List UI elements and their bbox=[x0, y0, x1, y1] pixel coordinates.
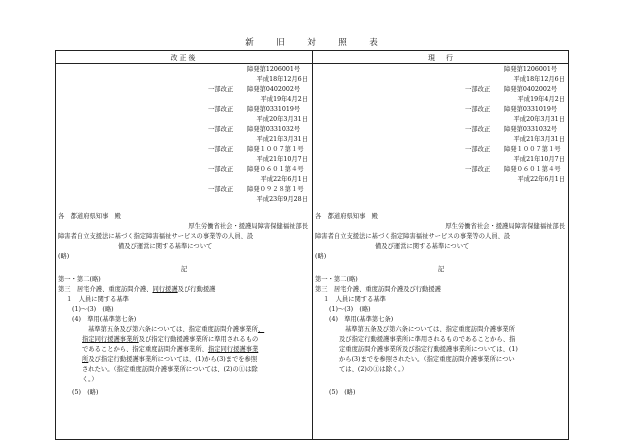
revised-ki: 記 bbox=[180, 266, 188, 273]
current-notice-date-text-5: 平成22年6月1日 bbox=[517, 176, 565, 183]
revised-item1-sub: (1)～(3) (略) bbox=[72, 306, 114, 313]
revised-body-line5: されたい。（指定重度訪問介護事業所については、(2)の①は除 bbox=[82, 366, 258, 373]
current-ki: 記 bbox=[437, 266, 445, 273]
current-notice-label-4: 一部改正 bbox=[465, 146, 491, 153]
current-notice-label-5: 一部改正 bbox=[465, 166, 491, 173]
current-notice-date-text-2: 平成20年3月31日 bbox=[513, 116, 565, 123]
revised-notice-num-3: 障発第0331032号 bbox=[247, 126, 301, 133]
current-notice-num-0: 障発第1206001号 bbox=[504, 66, 558, 73]
revised-notice-number-2 bbox=[58, 105, 310, 115]
revised-body-line4: 所及び指定行動援護事業所については、(1)から(3)までを参照 bbox=[82, 356, 258, 363]
current-notice-label-1: 一部改正 bbox=[465, 86, 491, 93]
revised-body-line6: く。） bbox=[82, 376, 98, 383]
current-column bbox=[315, 65, 567, 398]
current-item1: １ 人員に関する基準 bbox=[323, 296, 386, 303]
revised-notice-label-2: 一部改正 bbox=[208, 106, 234, 113]
current-notice-num-1: 障発第0402002号 bbox=[504, 86, 558, 93]
revised-column-header: 改正後 bbox=[170, 54, 198, 62]
current-subject-line1: 障害者自立支援法に基づく指定障害福祉サービスの事業等の人員、設 bbox=[315, 233, 511, 240]
revised-notice-date-2 bbox=[58, 115, 310, 125]
current-notice-num-5: 障発０６０１第４号 bbox=[504, 166, 561, 173]
current-notice-date-2 bbox=[315, 115, 567, 125]
revised-item1: １ 人員に関する基準 bbox=[66, 296, 129, 303]
revised-notice-number-6 bbox=[58, 185, 310, 195]
revised-notice-num-1: 障発第0402002号 bbox=[247, 86, 301, 93]
revised-notice-date-6 bbox=[58, 195, 310, 205]
revised-section12: 第一・第二(略) bbox=[58, 276, 101, 283]
current-section3: 第三 居宅介護、重度訪問介護及び行動援護 bbox=[315, 286, 441, 293]
current-omit: (略) bbox=[315, 253, 327, 260]
revised-notice-num-4: 障発１００７第１号 bbox=[247, 146, 304, 153]
revised-notice-date-text-5: 平成22年6月1日 bbox=[260, 176, 308, 183]
revised-notice-date-text-2: 平成20年3月31日 bbox=[256, 116, 308, 123]
revised-notice-num-2: 障発第0331019号 bbox=[247, 106, 301, 113]
column-divider bbox=[312, 51, 313, 439]
revised-section3: 第三 居宅介護、重度訪問介護、同行援護及び行動援護 bbox=[58, 286, 216, 293]
current-notice-date-4 bbox=[315, 155, 567, 165]
page-title: 新 旧 対 照 表 bbox=[245, 38, 385, 48]
current-notice-date-5 bbox=[315, 175, 567, 185]
revised-notice-date-text-1: 平成19年4月2日 bbox=[260, 96, 308, 103]
current-notice-number-4 bbox=[315, 145, 567, 155]
revised-addressee: 各 都道府県知事 殿 bbox=[58, 213, 121, 220]
revised-notice-date-text-0: 平成18年12月6日 bbox=[256, 76, 308, 83]
current-body-line3: 定重度訪問介護事業所及び指定行動援護事業所については、(1) bbox=[339, 346, 518, 353]
revised-column bbox=[58, 65, 310, 398]
comparison-table bbox=[55, 50, 569, 440]
revised-subject-line1: 障害者自立支援法に基づく指定障害福祉サービスの事業等の人員、設 bbox=[58, 233, 254, 240]
current-body-line1: 基準第五条及び第六条については、指定重度訪問介護事業所 bbox=[345, 326, 515, 333]
revised-notice-date-0 bbox=[58, 75, 310, 85]
revised-notice-block bbox=[58, 65, 310, 215]
current-notice-date-text-0: 平成18年12月6日 bbox=[513, 76, 565, 83]
revised-notice-label-5: 一部改正 bbox=[208, 166, 234, 173]
revised-notice-date-5 bbox=[58, 175, 310, 185]
current-body-line5: ては、(2)の①は除く。） bbox=[339, 366, 408, 373]
revised-notice-num-0: 障発第1206001号 bbox=[247, 66, 301, 73]
current-sender: 厚生労働省社会・援護局障害保健福祉部長 bbox=[445, 223, 565, 230]
revised-notice-number-1 bbox=[58, 85, 310, 95]
current-notice-date-3 bbox=[315, 135, 567, 145]
current-notice-date-text-4: 平成21年10月7日 bbox=[513, 156, 565, 163]
revised-notice-number-4 bbox=[58, 145, 310, 155]
current-notice-number-5 bbox=[315, 165, 567, 175]
revised-notice-num-5: 障発０６０１第４号 bbox=[247, 166, 304, 173]
revised-notice-number-5 bbox=[58, 165, 310, 175]
current-body-line2: 及び指定行動援護事業所に準用されるものであることから、指 bbox=[339, 336, 516, 343]
revised-body-line2: 指定同行援護事業所及び指定行動援護事業所に準用されるもの bbox=[82, 336, 259, 343]
current-notice-label-2: 一部改正 bbox=[465, 106, 491, 113]
current-addressee: 各 都道府県知事 殿 bbox=[315, 213, 378, 220]
revised-notice-num-6: 障発０９２８第１号 bbox=[247, 186, 304, 193]
current-section12: 第一・第二(略) bbox=[315, 276, 358, 283]
revised-notice-date-text-4: 平成21年10月7日 bbox=[256, 156, 308, 163]
current-notice-block bbox=[315, 65, 567, 215]
revised-notice-label-4: 一部改正 bbox=[208, 146, 234, 153]
revised-notice-number-3 bbox=[58, 125, 310, 135]
revised-body-line1: 基準第五条及び第六条については、指定重度訪問介護事業所、 bbox=[88, 326, 265, 333]
current-notice-date-1 bbox=[315, 95, 567, 105]
revised-notice-date-4 bbox=[58, 155, 310, 165]
current-item5: (5) (略) bbox=[329, 389, 356, 396]
revised-subject-line2: 備及び運営に関する基準について bbox=[118, 243, 213, 250]
current-body-line4: から(3)までを参照されたい。（指定重度訪問介護事業所につい bbox=[339, 356, 515, 363]
current-notice-date-0 bbox=[315, 75, 567, 85]
current-notice-number-2 bbox=[315, 105, 567, 115]
revised-notice-label-3: 一部改正 bbox=[208, 126, 234, 133]
revised-item5: (5) (略) bbox=[72, 389, 99, 396]
current-item4: (4) 準用(基準第七条) bbox=[329, 316, 394, 323]
header-rule bbox=[56, 63, 568, 64]
revised-notice-label-6: 一部改正 bbox=[208, 186, 234, 193]
current-notice-num-2: 障発第0331019号 bbox=[504, 106, 558, 113]
current-notice-number-3 bbox=[315, 125, 567, 135]
revised-notice-number-0 bbox=[58, 65, 310, 75]
current-notice-date-text-3: 平成21年3月31日 bbox=[513, 136, 565, 143]
current-notice-num-3: 障発第0331032号 bbox=[504, 126, 558, 133]
current-notice-number-0 bbox=[315, 65, 567, 75]
revised-omit: (略) bbox=[58, 253, 70, 260]
current-notice-num-4: 障発１００７第１号 bbox=[504, 146, 561, 153]
revised-notice-date-1 bbox=[58, 95, 310, 105]
current-item1-sub: (1)～(3) (略) bbox=[329, 306, 371, 313]
revised-notice-date-3 bbox=[58, 135, 310, 145]
current-notice-number-1 bbox=[315, 85, 567, 95]
current-column-header: 現 行 bbox=[428, 54, 455, 62]
revised-item4: (4) 準用(基準第七条) bbox=[72, 316, 137, 323]
current-notice-label-3: 一部改正 bbox=[465, 126, 491, 133]
revised-notice-label-1: 一部改正 bbox=[208, 86, 234, 93]
revised-body-line3: であることから、指定重度訪問介護事業所、指定同行援護事業 bbox=[82, 346, 259, 353]
current-subject-line2: 備及び運営に関する基準について bbox=[375, 243, 470, 250]
revised-sender: 厚生労働省社会・援護局障害保健福祉部長 bbox=[188, 223, 308, 230]
revised-notice-date-text-3: 平成21年3月31日 bbox=[256, 136, 308, 143]
current-notice-date-text-1: 平成19年4月2日 bbox=[517, 96, 565, 103]
revised-notice-date-text-6: 平成23年9月28日 bbox=[256, 196, 308, 203]
